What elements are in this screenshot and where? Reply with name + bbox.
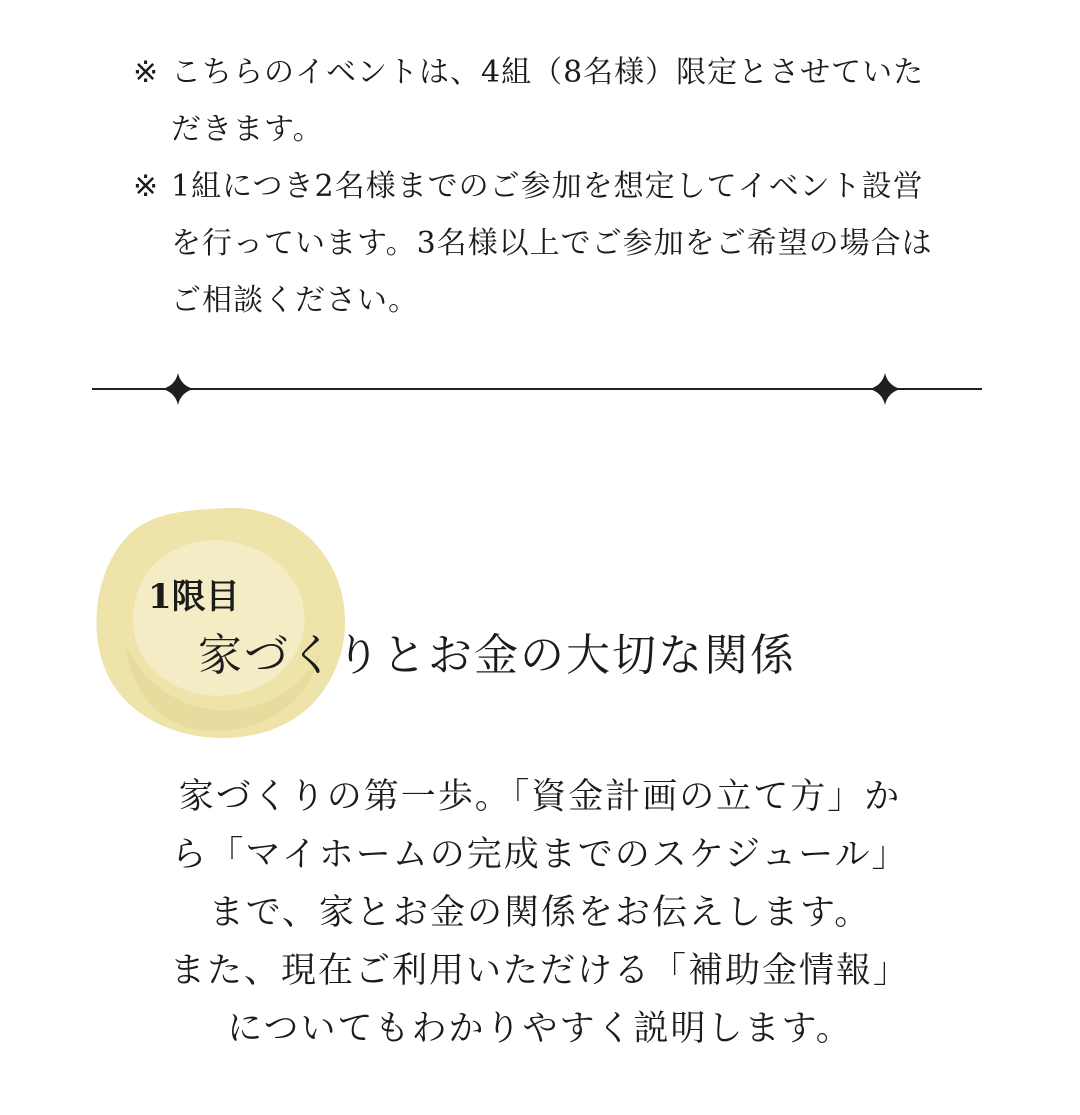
period-label: 1限目 [148,577,240,617]
note-text: こちらのイベントは、4組（8名様）限定とさせていた だきます。 [171,55,925,147]
notes-section [133,44,993,329]
description-line: についてもわかりやすく説明します。 [227,1009,853,1049]
description-line: また、現在ご利用いただける「補助金情報」 [169,951,910,991]
note-mark: ※ [133,169,160,204]
description-line: 家づくりの第一歩。「資金計画の立て方」か [178,777,902,817]
note-item [133,158,993,329]
description-line: まで、家とお金の関係をお伝えします。 [208,893,872,933]
description-text [120,768,960,1058]
sparkle-divider [92,360,982,420]
sparkle-right-icon [869,373,901,405]
note-item [133,44,993,158]
sparkle-left-icon [162,373,194,405]
note-text: 1組につき2名様までのご参加を想定してイベント設営 を行っています。3名様以上でご参加をご希望の場合は ご相談ください。 [171,169,933,318]
section-title: 家づくりとお金の大切な関係 [198,630,796,681]
note-mark: ※ [133,55,160,90]
description-line: ら「マイホームの完成までのスケジュール」 [171,835,909,875]
